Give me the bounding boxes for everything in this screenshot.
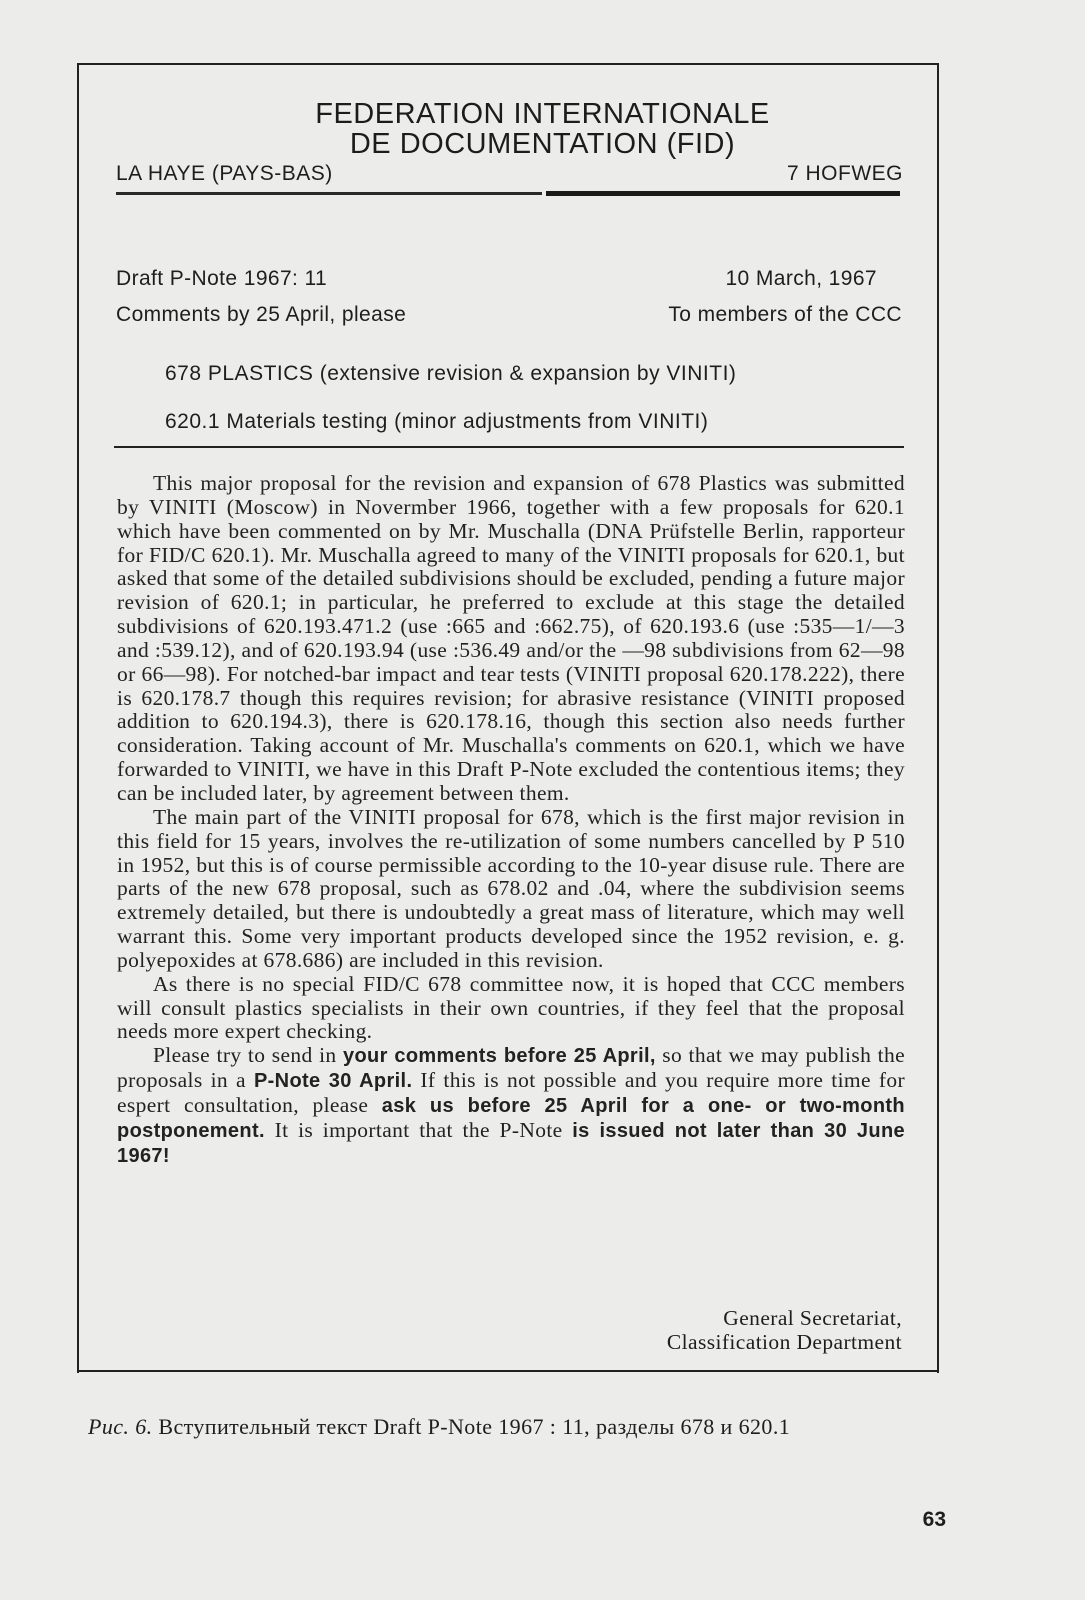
- subject-materials-testing: 620.1 Materials testing (minor adjustments from VINITI): [165, 410, 709, 433]
- caption-text: Вступительный текст Draft P-Note 1967 : 11, разделы 678 и 620.1: [152, 1414, 791, 1439]
- draft-number: Draft P-Note 1967: 11: [116, 267, 328, 290]
- p4-bold-comments: your comments before 25 April,: [342, 1045, 656, 1068]
- p4-bold-postponement: ask us before 25 April for a one- or two-month postponement.: [117, 1094, 905, 1142]
- recipients: To members of the CCC: [668, 303, 902, 326]
- p4-bold-deadline: is issued not later than 30 June 1967!: [117, 1119, 905, 1167]
- letterhead-rule-right: [546, 191, 900, 196]
- caption-label: Рис. 6.: [88, 1414, 153, 1439]
- paragraph-2: The main part of the VINITI proposal for 678, which is the first major revision in this field for 15 years, involves the re-utilization of some numbers cancelled by P 510 in 1952, but this is of course permissible according to the 10-year disuse rule. There are parts of the new 678 proposal, such as 678.02 and .04, where the subdivision seems extremely detailed, but there is undoubtedly a great mass of literature, which may well warrant this. Some very important products developed since the 1952 revision, e. g. polyepoxides at 678.686) are included in this revision.: [117, 804, 905, 972]
- p4-bold-pnote: P-Note 30 April.: [253, 1070, 413, 1093]
- letterhead-line-2: DE DOCUMENTATION (FID): [349, 128, 736, 160]
- signature-line-1: General Secretariat,: [723, 1306, 902, 1330]
- figure-caption: [88, 1414, 948, 1440]
- body-text: [117, 472, 905, 1168]
- paragraph-1: This major proposal for the revision and expansion of 678 Plastics was submitted by VINITI (Moscow) in Novermber 1966, together with a few proposals for 620.1 which have been commented on by Mr. Muschalla (DNA Prüfstelle Berlin, rapporteur for FID/C 620.1). Mr. Muschalla agreed to many of the VINITI proposals for 620.1, but asked that some of the detailed subdivisions should be excluded, pending a future major revision of 620.1; in particular, he preferred to exclude at this stage the detailed subdivisions of 620.193.471.2 (use :665 and :662.75), of 620.193.6 (use :535—1/—3 and :539.12), and of 620.193.94 (use :536.49 and/or the —98 subdivisions from 62—98 or 66—98). For notched-bar impact and tear tests (VINITI proposal 620.178.222), there is 620.178.7 though this requires revision; for abrasive resistance (VINITI proposed addition to 620.194.3), there is 620.178.16, though this section also needs further consideration. Taking account of Mr. Muschalla's comments on 620.1, which we have forwarded to VINITI, we have in this Draft P-Note excluded the contentious items; they can be included later, by agreement between them.: [117, 471, 905, 805]
- comments-deadline: Comments by 25 April, please: [116, 303, 407, 326]
- subject-plastics: 678 PLASTICS (extensive revision & expansion by VINITI): [165, 362, 737, 385]
- letterhead-street: 7 HOFWEG: [786, 162, 903, 185]
- subject-rule: [114, 446, 904, 448]
- letterhead-city: LA HAYE (PAYS-BAS): [116, 162, 333, 185]
- frame-bottom-rule: [77, 1370, 939, 1372]
- document-date: 10 March, 1967: [725, 267, 877, 290]
- page-number: 63: [922, 1508, 946, 1531]
- letterhead-line-1: FEDERATION INTERNATIONALE: [315, 98, 770, 130]
- p4-text-a: Please try to send in: [153, 1043, 343, 1068]
- p4-text-e: It is important that the P-Note: [264, 1117, 573, 1142]
- letterhead-rule-left: [116, 192, 542, 195]
- paragraph-4: [117, 1044, 905, 1168]
- p4-text-d: If this is not possible and you require more time for espert consultation, please: [117, 1068, 906, 1117]
- paragraph-3: As there is no special FID/C 678 committee now, it is hoped that CCC members will consult plastics specialists in their own countries, if they feel that the proposal needs more expert checking.: [117, 971, 905, 1044]
- p4-text-c: so that we may publish the proposals in a: [117, 1043, 905, 1093]
- signature-line-2: Classification Department: [666, 1330, 902, 1354]
